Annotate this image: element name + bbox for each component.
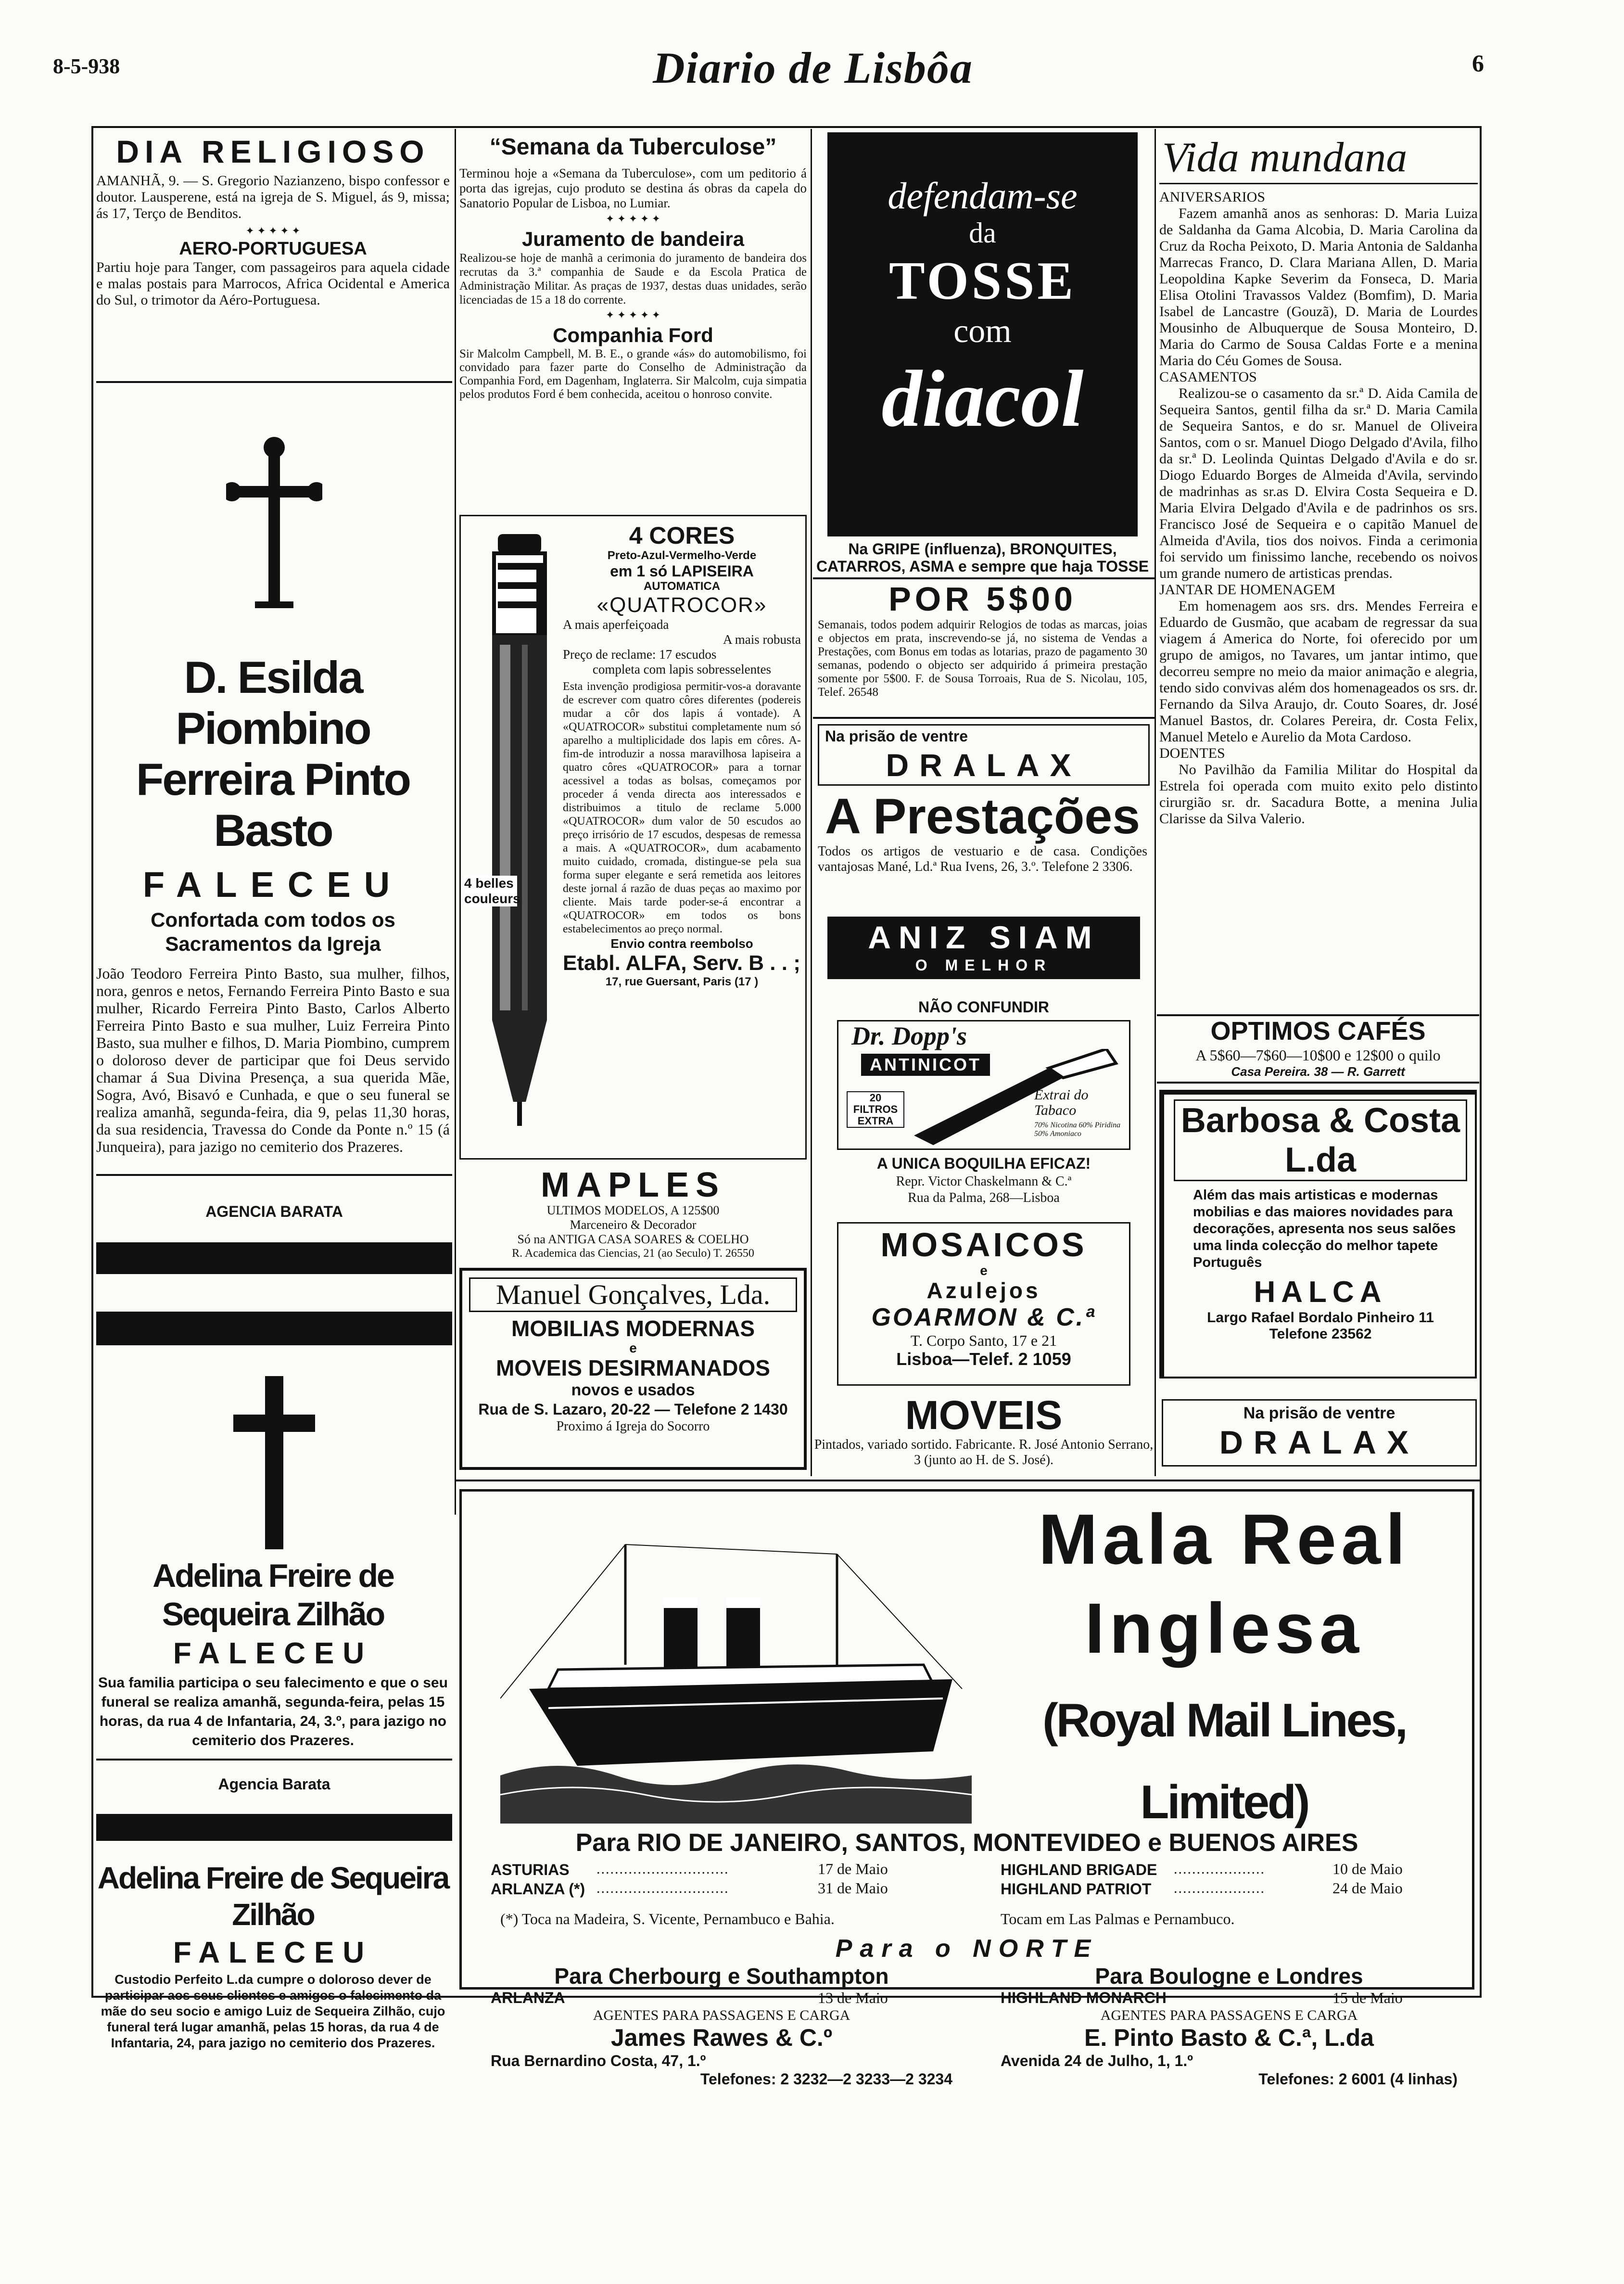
- mosaicos-addr: T. Corpo Santo, 17 e 21: [910, 1332, 1057, 1349]
- obituary-adelina-1: [96, 1557, 450, 1750]
- tosse-l5: diacol: [881, 354, 1084, 444]
- cafes-casa: Casa Pereira. 38 — R. Garrett: [1231, 1064, 1405, 1079]
- aero-heading: AERO-PORTUGUESA: [179, 239, 367, 259]
- column-religious: DIA RELIGIOSO AMANHÃ, 9. — S. Gregorio Nazianzeno, bispo confessor e doutor. Lausperene, está na igreja de S. Miguel, ás 9, missa; ás 17, Terço de Benditos. ✦ ✦ ✦ ✦ ✦ AERO-PORTUGUESA Partiu hoje para Tanger, com passageiros para aquela cidade e malas postais para Marrocos, Africa Ocidental e America do Sul, o trimotor da Aéro-Portuguesa.: [96, 132, 450, 308]
- quatrocor-text: [563, 522, 801, 989]
- agencia-barata-2: Agencia Barata: [218, 1775, 330, 1793]
- cross-icon-2: [233, 1376, 315, 1549]
- doentes-text: No Pavilhão da Familia Militar do Hospital da Estrela foi operada com muito exito pelo distinto cirurgião sr. dr. Sacadura Botte, a menina Julia Clarisse da Silva Valerio.: [1159, 762, 1478, 827]
- aniversarios-heading: ANIVERSARIOS: [1159, 189, 1266, 205]
- tuberculose-text: Terminou hoje a «Semana da Tuberculose», com um peditorio á porta das igrejas, cujo produto se destina ás obras da capela do Sanatorio Popular de Lisboa, no Lumiar.: [459, 166, 807, 210]
- goncalves-content: [469, 1277, 797, 1434]
- dopps-footer: A UNICA BOQUILHA EFICAZ!: [876, 1155, 1091, 1172]
- dralax-2-name: DRALAX: [1219, 1424, 1420, 1461]
- left-agent: James Rawes & C.º: [610, 2024, 833, 2051]
- mosaicos-content: [837, 1226, 1130, 1369]
- aero-text: Partiu hoje para Tanger, com passageiros para aquela cidade e malas postais para Marrocos, Africa Ocidental e America do Sul, o trimotor da Aéro-Portuguesa.: [96, 259, 450, 308]
- pencil-caption: 4 belles couleurs: [464, 876, 520, 906]
- note-left: (*) Toca na Madeira, S. Vicente, Pernambuco e Bahia.: [500, 1910, 835, 1927]
- black-bar-2: [96, 1312, 452, 1345]
- right-addr: Avenida 24 de Julho, 1, 1.º: [1001, 2052, 1193, 2069]
- right-agent: E. Pinto Basto & C.ª, L.da: [1084, 2024, 1374, 2051]
- tosse-l1: defendam-se: [888, 175, 1078, 217]
- maples-l1: ULTIMOS MODELOS, A 125$00: [546, 1203, 720, 1217]
- mosaicos-azulejos: Azulejos: [926, 1278, 1041, 1303]
- left-tel: Telefones: 2 3232—2 3233—2 3234: [700, 2070, 952, 2088]
- quatrocor-etabl: Etabl. ALFA, Serv. B . . ;: [563, 951, 800, 975]
- barbosa-content: [1174, 1099, 1467, 1342]
- dopps-brand: Dr. Dopp's: [851, 1021, 967, 1050]
- ship-arlanza: ARLANZA (*): [491, 1880, 585, 1898]
- quatrocor-envio: Envio contra reembolso: [610, 936, 753, 951]
- dopps-anti: ANTINICOT: [861, 1054, 990, 1076]
- juramento-text: Realizou-se hoje de manhã a cerimonia do juramento de bandeira dos recrutas da 3.ª companhia de Saude e da Escola Pratica de Administração Militar. As praças de 1937, destas duas unidades, serão licenciadas de 15 a 18 do corrente.: [459, 252, 807, 306]
- goncalves-l5: Proximo á Igreja do Socorro: [556, 1419, 710, 1434]
- dopps-addr: Rua da Palma, 268—Lisboa: [908, 1190, 1060, 1205]
- barbosa-addr: Largo Rafael Bordalo Pinheiro 11: [1207, 1310, 1434, 1326]
- issue-date: 8-5-938: [53, 54, 120, 78]
- dots-1: .............................: [596, 1861, 729, 1877]
- obituary-esilda-sub: Confortada com todos os Sacramentos da Igreja: [151, 908, 395, 955]
- obituary-esilda-text: João Teodoro Ferreira Pinto Basto, sua mulher, filhos, nora, genros e netos, Fernando Ferreira Pinto Basto e sua mulher, Ricardo Ferreira Pinto Basto, Carlos Alberto Ferreira Pinto Basto e sua mulher, Luiz Ferreira Pinto Basto, sua mulher e filhos, D. Maria Piombino, cumprem o doloroso dever de participar que foi Deus servido chamar á Sua Divina Presença, a sua querida Mãe, Sogra, Avó, Bisavó e Cunhada, e que o seu funeral se realiza amanhã, segunda-feira, dia 9, pelas 11,30 horas, da sua residencia, Travessa do Conde da Ponte n.º 15 (á Junqueira), para jazigo no cemiterio dos Prazeres.: [96, 965, 450, 1155]
- ocean-liner-illustration: [500, 1525, 972, 1824]
- ship-asturias: ASTURIAS: [491, 1861, 570, 1878]
- barbosa-tel: Telefone 23562: [1269, 1326, 1372, 1342]
- ship-brigade-date: 10 de Maio: [1332, 1860, 1403, 1877]
- quatrocor-body: Esta invenção prodigiosa permitir-vos-a doravante de escrever com quatro côres diferentes (podereis mudar a côr dos lapis á vontade). A «QUATROCOR» substitui completamente num só aparelho a multiplicidade dos lapis em côres. A-fim-de introduzir a nossa maravilhosa lapiseira a quatro côres «QUATROCOR» para a tornar acessivel a todas as bolsas, começamos por proceder á venda directa aos interessados e distribuimos a titulo de reclame 5.000 «QUATROCOR» dum valor de 50 escudos ao preço irrisório de 17 escudos, despesas de remessa a mais. A «QUATROCOR», dum acabamento muito cuidado, cromada, distingue-se pela sua forma super elegante e será remetida aos leitores deste jornal á razão de duas peças ao maximo por cliente. Mais tarde poder-se-á encontrar a «QUATROCOR» em todos os bons estabelecimentos ao preço normal.: [563, 680, 801, 935]
- black-bar-1: [96, 1242, 452, 1274]
- dopps-repr: Repr. Victor Chaskelmann & C.ª: [896, 1174, 1072, 1189]
- right-ship: HIGHLAND MONARCH: [1001, 1989, 1167, 2006]
- right-tel: Telefones: 2 6001 (4 linhas): [1258, 2070, 1458, 2088]
- cafes-prices: A 5$60—7$60—10$00 e 12$00 o quilo: [1195, 1046, 1441, 1064]
- goncalves-name: Manuel Gonçalves, Lda.: [469, 1277, 797, 1312]
- column-vida-mundana: [1159, 135, 1478, 827]
- dots-4: ....................: [1174, 1880, 1265, 1896]
- por-ad: [813, 580, 1152, 699]
- obituary-esilda-faleceu: FALECEU: [142, 865, 404, 905]
- dopps-extrai: Extrai do Tabaco: [1034, 1087, 1089, 1118]
- ford-text: Sir Malcolm Campbell, M. B. E., o grande «ás» do automobilismo, foi convidado para fazer parte do Conselho de Administração da Companhia Ford, em Dagenham, Inglaterra. Sir Malcolm, cuja simpatia pelos produtos Ford é bem conhecida, aceitou o honroso convite.: [459, 347, 807, 401]
- quatrocor-title: 4 CORES: [629, 522, 735, 549]
- tosse-footer: Na GRIPE (influenza), BRONQUITES, CATARROS, ASMA e sempre que haja TOSSE: [816, 540, 1149, 575]
- mala-real-l3: (Royal Mail Lines, Limited): [1042, 1694, 1406, 1828]
- quatrocor-addr: 17, rue Guersant, Paris (17 ): [605, 975, 759, 988]
- dopps-pct: 70% Nicotina 60% Piridina 50% Amoniaco: [1034, 1121, 1121, 1138]
- prestacoes-title: A Prestações: [825, 789, 1141, 844]
- barbosa-title: Barbosa & Costa L.da: [1174, 1099, 1467, 1181]
- mosaicos-tel: Lisboa—Telef. 2 1059: [896, 1349, 1071, 1369]
- cafes-title: OPTIMOS CAFÉS: [1210, 1017, 1426, 1046]
- ship-asturias-date: 17 de Maio: [818, 1860, 888, 1877]
- route-heading: Para RIO DE JANEIRO, SANTOS, MONTEVIDEO e BUENOS AIRES: [575, 1829, 1358, 1857]
- agencia-barata-1: AGENCIA BARATA: [205, 1203, 343, 1220]
- moveis-text: Pintados, variado sortido. Fabricante. R. José Antonio Serrano, 3 (junto ao H. de S. José).: [814, 1437, 1154, 1467]
- maples-title: MAPLES: [540, 1166, 726, 1204]
- quatrocor-l3: Preço de reclame: 17 escudos: [563, 647, 717, 662]
- obituary-adelina-1-name: Adelina Freire de Sequeira Zilhão: [152, 1557, 393, 1633]
- por-text: Semanais, todos podem adquirir Relogios de todas as marcas, joias e objectos em prata, inscrevendo-se já, no sistema de Vendas a Prestações, com Bonus em todas as lotarias, prazo de pagamento 30 semanas, podendo o objecto ser adquirido á primeira prestação somente por 5$00. F. de Sousa Torroais, Rua de S. Nicolau, 105, Telef. 26548: [818, 618, 1147, 699]
- casamentos-text: Realizou-se o casamento da sr.ª D. Aida Camila de Sequeira Santos, gentil filha da sr.ª D. Maria Camila de Sequeira Santos, e do sr. Manuel de Oliveira Santos, com o sr. Manuel Diogo Delgado d'Avila, filho da sr.ª D. Leolinda Quintas Delgado d'Avila e do sr. Diogo Eduardo Borges de Almeida d'Avila, servindo de madrinhas as sr.as D. Elvira Costa Sequeira e D. Maria Elvira Delgado d'Avila e de padrinhos os srs. Francisco José de Sequeira e o capitão Manuel de Almeida d'Avila, tios dos noivos. Finda a cerimonia foi servido um finissimo lanche, recebendo os noivos um grande numero de artisticas prendas.: [1159, 385, 1478, 581]
- right-dest: Para Boulogne e Londres: [1095, 1964, 1363, 1989]
- ford-heading: Companhia Ford: [553, 324, 713, 346]
- mosaicos-e: e: [980, 1263, 988, 1278]
- mala-real-l2: Inglesa: [1085, 1589, 1364, 1668]
- obituary-adelina-1-faleceu: FALECEU: [173, 1637, 373, 1670]
- goncalves-l3: novos e usados: [571, 1381, 695, 1399]
- maples-l2: Marceneiro & Decorador: [570, 1218, 697, 1232]
- obituary-esilda: [96, 652, 450, 1155]
- obituary-adelina-2-name: Adelina Freire de Sequeira Zilhão: [97, 1861, 449, 1932]
- barbosa-text: Além das mais artisticas e modernas mobilias e das maiores novidades para decorações, apresenta nos seus salões uma linda colecção do melhor tapete Português: [1193, 1187, 1456, 1270]
- goncalves-e: e: [629, 1340, 637, 1355]
- aniz-sub: O MELHOR: [915, 957, 1053, 974]
- obituary-adelina-1-text: Sua familia participa o seu falecimento e que o seu funeral se realiza amanhã, segunda-feira, pelas 15 horas, da rua 4 de Infantaria, 24, 3.º, para jazigo no cemiterio dos Prazeres.: [98, 1675, 448, 1748]
- obituary-adelina-2: [96, 1860, 450, 2051]
- column-news: “Semana da Tuberculose” Terminou hoje a «Semana da Tuberculose», com um peditorio á porta das igrejas, cujo produto se destina ás obras da capela do Sanatorio Popular de Lisboa, no Lumiar. ✦ ✦ ✦ ✦ ✦ Juramento de bandeira Realizou-se hoje de manhã a cerimonia do juramento de bandeira dos recrutas da 3.ª companhia de Saude e da Escola Pratica de Administração Militar. As praças de 1937, destas duas unidades, serão licenciadas de 15 a 18 do corrente. ✦ ✦ ✦ ✦ ✦ Companhia Ford Sir Malcolm Campbell, M. B. E., o grande «ás» do automobilismo, foi convidado para fazer parte do Conselho de Administração da Companhia Ford, em Dagenham, Inglaterra. Sir Malcolm, cuja simpatia pelos produtos Ford é bem conhecida, aceitou o honroso convite.: [459, 132, 807, 401]
- page-number: 6: [1472, 50, 1484, 77]
- mosaicos-goarmon: GOARMON & C.ª: [871, 1303, 1096, 1331]
- left-date: 13 de Maio: [818, 1989, 888, 2006]
- mala-left-block: [481, 1963, 962, 2088]
- moveis-ad: [813, 1393, 1155, 1468]
- goncalves-l1: MOBILIAS MODERNAS: [511, 1316, 755, 1341]
- right-date: 15 de Maio: [1332, 1989, 1403, 2006]
- aniversarios-text: Fazem amanhã anos as senhoras: D. Maria Luiza de Saldanha da Gama Alcobia, D. Maria Carolina da Cruz da Rocha Peixoto, D. Maria Antonia de Saldanha Marrecas Franco, D. Clara Mariana Allen, D. Maria Leopoldina Kapke Severim da Fonseca, D. Maria Elisa Otolini Travassos Valdez (Bomfim), D. Maria Isabel de Lancastre (Gouzã), D. Maria de Lourdes Mousinho de Albuquerque de Sousa Monteiro, D. Maria do Carmo de Sousa Caldas Forte e a menina Maria do Céu Gomes de Sousa.: [1159, 205, 1478, 369]
- quatrocor-colors: Preto-Azul-Vermelho-Verde: [607, 549, 757, 562]
- mosaicos-title: MOSAICOS: [880, 1226, 1087, 1263]
- mala-right-block: [991, 1963, 1467, 2088]
- jantar-text: Em homenagem aos srs. drs. Mendes Ferreira e Eduardo de Gusmão, que acabam de regressar da sua viagem á America do Norte, foi oferecido por um grupo de amigos, no Tavares, um jantar intimo, que decorreu sempre no meio da maior animação e alegria, tendo sido convivas além dos homenageados os srs. dr. Fernando da Silva Araujo, dr. Couto Soares, dr. José Manuel Bastos, dr. Colares Pereira, dr. Costa Felix, Manuel Metelo e Aurelio da Mota Cardoso.: [1159, 598, 1478, 745]
- barbosa-halca: HALCA: [1254, 1276, 1387, 1309]
- prestacoes-ad: [813, 789, 1152, 875]
- quatrocor-name: «QUATROCOR»: [596, 593, 767, 617]
- left-dest: Para Cherbourg e Southampton: [554, 1964, 889, 1989]
- dia-religioso-text: AMANHÃ, 9. — S. Gregorio Nazianzeno, bispo confessor e doutor. Lausperene, está na igreja de S. Miguel, ás 9, missa; ás 17, Terço de Benditos.: [96, 173, 450, 221]
- left-agentes: AGENTES PARA PASSAGENS E CARGA: [593, 2007, 850, 2023]
- left-addr: Rua Bernardino Costa, 47, 1.º: [491, 2052, 706, 2069]
- dralax-name: DRALAX: [886, 747, 1082, 783]
- tosse-l2: da: [969, 217, 996, 249]
- prestacoes-text: Todos os artigos de vestuario e de casa. Condições vantajosas Mané, Ld.ª Rua Ivens, 26, 3.º. Telefone 2 3306.: [818, 844, 1147, 874]
- pencil-icon: [469, 534, 565, 1126]
- dralax-2-sub: Na prisão de ventre: [1243, 1404, 1396, 1422]
- maples-l3: Só na ANTIGA CASA SOARES & COELHO: [517, 1232, 749, 1246]
- obituary-adelina-2-text: Custodio Perfeito L.da cumpre o doloroso dever de participar aos seus clientes e amigos o falecimento da mãe do seu socio e amigo Luiz de Sequeira Zilhão, cujo funeral terá lugar amanhã, pelas 15 horas, da rua 4 de Infantaria, 24, para jazigo no cemiterio dos Prazeres.: [101, 1972, 445, 2050]
- dots-3: ....................: [1174, 1861, 1265, 1877]
- mala-real-l1: Mala Real: [1038, 1500, 1410, 1579]
- cafes-ad: [1157, 1016, 1479, 1079]
- tosse-ad: [813, 132, 1152, 575]
- quatrocor-l4: completa com lapis sobresselentes: [592, 662, 772, 676]
- ship-brigade: HIGHLAND BRIGADE: [1001, 1861, 1157, 1878]
- ship-patriot-date: 24 de Maio: [1332, 1879, 1403, 1897]
- tosse-l4: com: [953, 313, 1012, 350]
- ship-arlanza-date: 31 de Maio: [818, 1879, 888, 1897]
- goncalves-l4: Rua de S. Lazaro, 20-22 — Telefone 2 1430: [478, 1401, 788, 1418]
- juramento-heading: Juramento de bandeira: [521, 228, 745, 250]
- quatrocor-em1: em 1 só LAPISEIRA: [610, 562, 754, 580]
- goncalves-l2: MOVEIS DESIRMANADOS: [496, 1355, 770, 1380]
- tuberculose-heading: “Semana da Tuberculose”: [489, 134, 777, 160]
- aniz-title: ANIZ SIAM: [868, 919, 1100, 955]
- vida-heading: Vida mundana: [1162, 134, 1408, 181]
- ship-patriot: HIGHLAND PATRIOT: [1001, 1880, 1152, 1898]
- para-o-norte: Para o NORTE: [835, 1935, 1099, 1963]
- black-bar-3: [96, 1814, 452, 1841]
- obituary-adelina-2-faleceu: FALECEU: [173, 1936, 373, 1969]
- maples-l4: R. Academica das Ciencias, 21 (ao Seculo) T. 26550: [512, 1247, 754, 1260]
- right-agentes: AGENTES PARA PASSAGENS E CARGA: [1100, 2007, 1358, 2023]
- casamentos-heading: CASAMENTOS: [1159, 369, 1257, 385]
- doentes-heading: DOENTES: [1159, 745, 1225, 761]
- tosse-l3: TOSSE: [888, 251, 1077, 311]
- obituary-esilda-name: D. Esilda Piombino Ferreira Pinto Basto: [136, 652, 410, 855]
- dopps-nao: NÃO CONFUNDIR: [918, 998, 1049, 1016]
- dopps-filtros: 20 FILTROS EXTRA: [847, 1091, 904, 1128]
- cross-icon: [226, 433, 322, 616]
- por-title: POR 5$00: [888, 580, 1077, 618]
- moveis-title: MOVEIS: [905, 1392, 1063, 1438]
- maples-ad: [459, 1167, 807, 1260]
- jantar-heading: JANTAR DE HOMENAGEM: [1159, 582, 1335, 598]
- quatrocor-l2: A mais robusta: [723, 632, 801, 647]
- dia-religioso-heading: DIA RELIGIOSO: [116, 134, 430, 169]
- note-right: Tocam em Las Palmas e Pernambuco.: [1001, 1910, 1235, 1927]
- dralax-sub: Na prisão de ventre: [825, 727, 968, 745]
- left-ship: ARLANZA: [491, 1989, 565, 2006]
- dots-2: .............................: [596, 1880, 729, 1896]
- newspaper-title: Diario de Lisbôa: [653, 43, 973, 92]
- quatrocor-l1: A mais aperfeiçoada: [563, 617, 669, 632]
- quatrocor-auto: AUTOMATICA: [643, 580, 721, 593]
